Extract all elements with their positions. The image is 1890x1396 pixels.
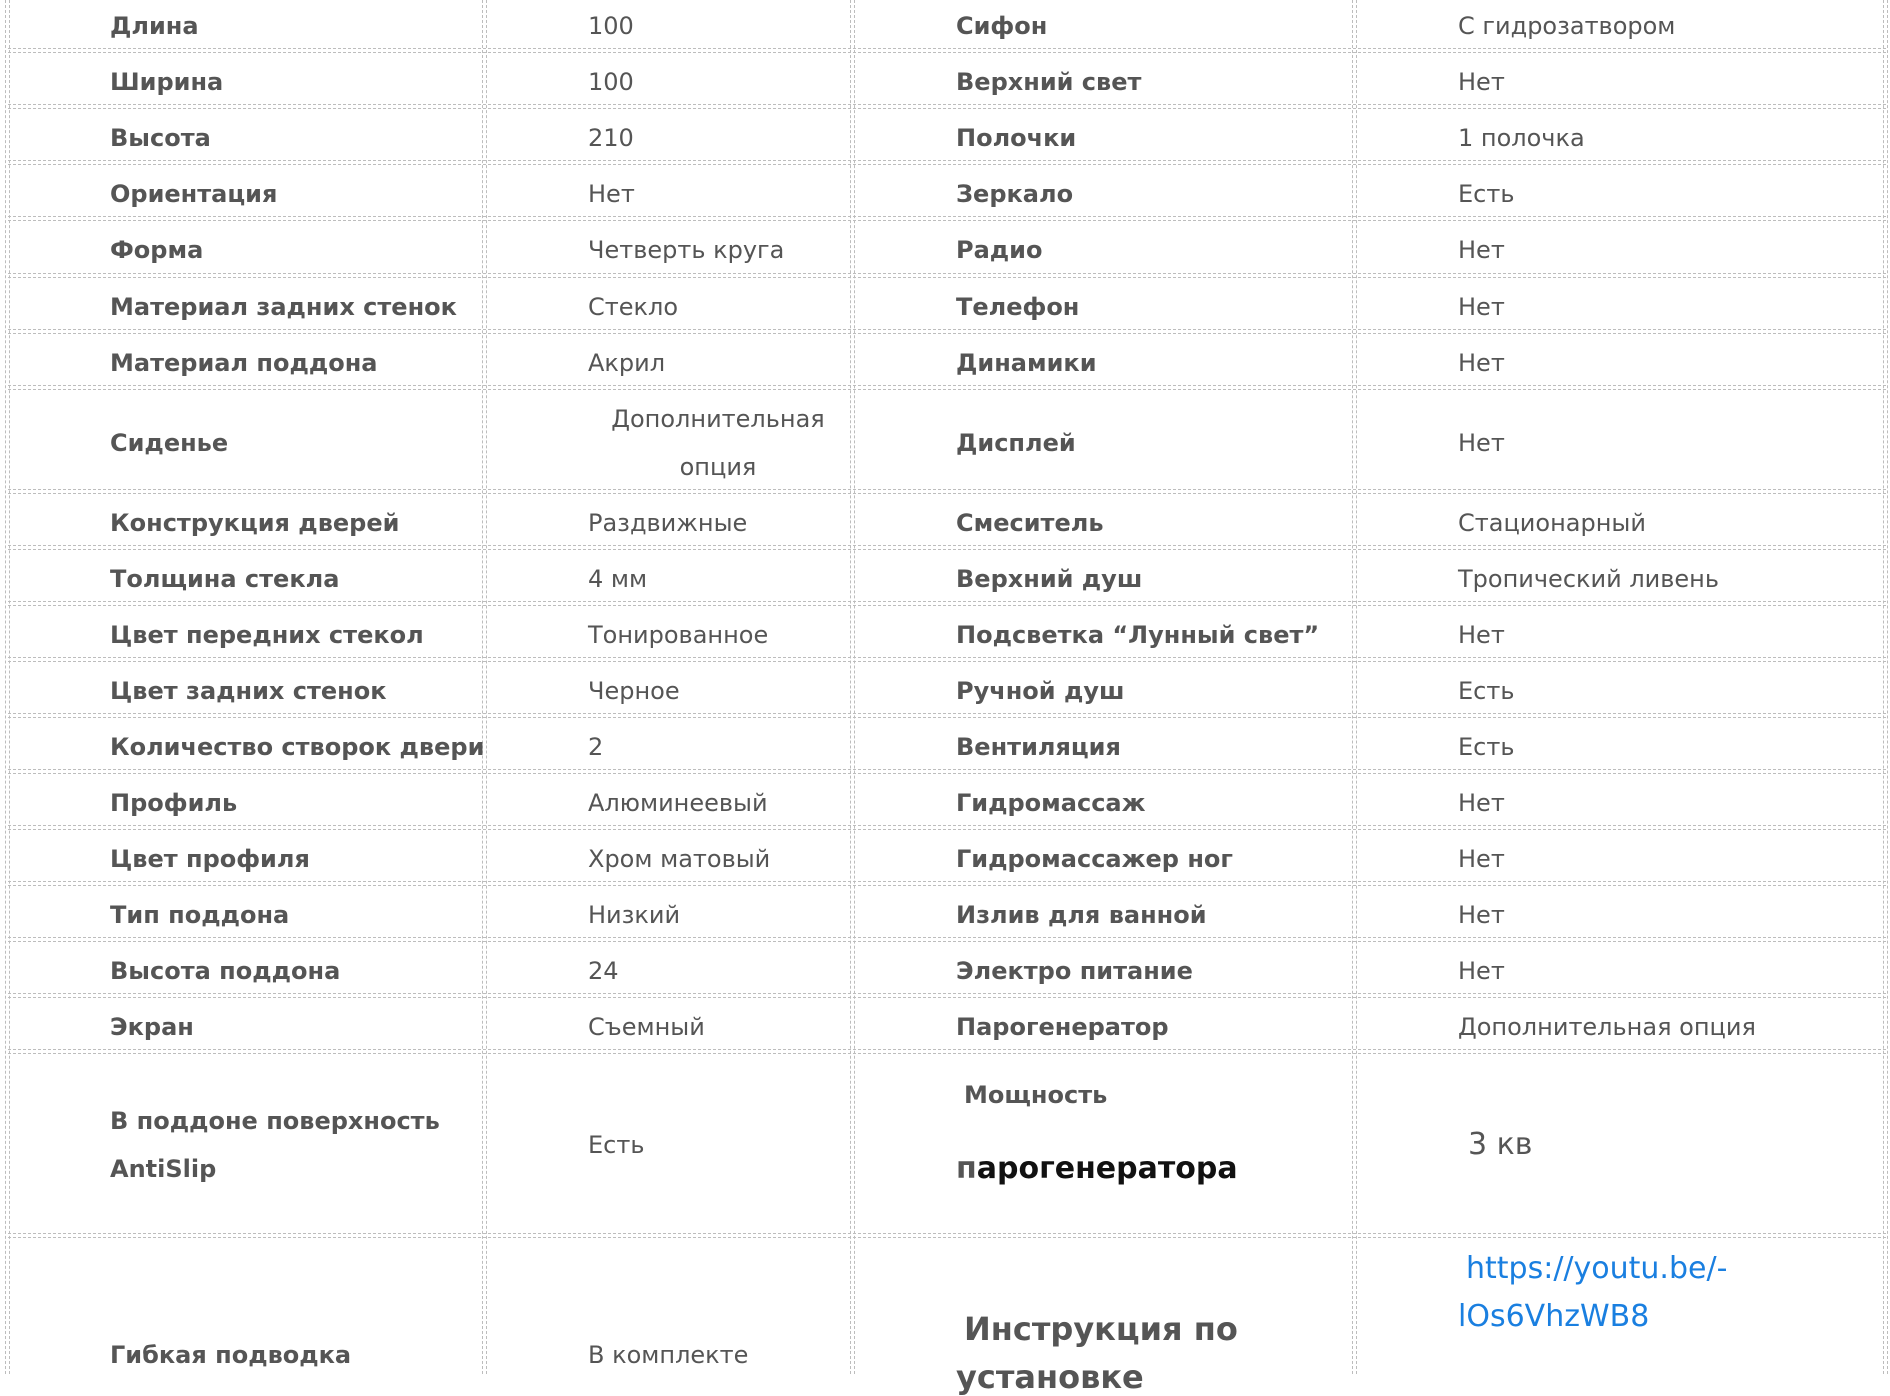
spec-value: Есть xyxy=(588,1131,645,1159)
spec-value: Хром матовый xyxy=(588,845,771,873)
table-row xyxy=(0,0,1890,52)
spec-label-fragment: арогенератора xyxy=(976,1151,1238,1186)
spec-value: 3 кв xyxy=(1468,1127,1533,1162)
spec-value: Нет xyxy=(588,180,635,208)
spec-value-line: Дополнительная xyxy=(611,405,825,433)
spec-value: Стационарный xyxy=(1458,509,1646,537)
spec-label: Подсветка “Лунный свет” xyxy=(956,621,1320,649)
row-divider xyxy=(8,1233,1886,1238)
table-row xyxy=(0,777,1890,829)
spec-value: 100 xyxy=(588,12,634,40)
spec-value: Нет xyxy=(1458,429,1505,457)
spec-value: В комплекте xyxy=(588,1341,749,1369)
spec-value: 100 xyxy=(588,68,634,96)
spec-value: Нет xyxy=(1458,957,1505,985)
spec-value: Есть xyxy=(1458,180,1515,208)
spec-value: Нет xyxy=(1458,293,1505,321)
spec-value: Акрил xyxy=(588,349,666,377)
spec-label: Зеркало xyxy=(956,180,1074,208)
spec-label: Динамики xyxy=(956,349,1097,377)
spec-label: Гидромассаж xyxy=(956,789,1146,817)
table-row xyxy=(0,1001,1890,1053)
spec-label: Вентиляция xyxy=(956,733,1121,761)
spec-label: Материал задних стенок xyxy=(110,293,457,321)
spec-value: Стекло xyxy=(588,293,679,321)
spec-label: Длина xyxy=(110,12,199,40)
spec-label: Верхний душ xyxy=(956,565,1143,593)
spec-value: Раздвижные xyxy=(588,509,748,537)
table-row xyxy=(0,112,1890,164)
spec-label: Радио xyxy=(956,236,1043,264)
table-row xyxy=(0,609,1890,661)
spec-label: Высота поддона xyxy=(110,957,341,985)
spec-label: Конструкция дверей xyxy=(110,509,400,537)
spec-label-line xyxy=(956,1151,1238,1186)
spec-label: Экран xyxy=(110,1013,194,1041)
table-row xyxy=(0,1241,1890,1396)
spec-value: Алюминеевый xyxy=(588,789,768,817)
spec-value-line: опция xyxy=(679,453,757,481)
table-row xyxy=(0,393,1890,493)
youtube-link[interactable]: https://youtu.be/- xyxy=(1466,1251,1728,1286)
spec-label-line: Мощность xyxy=(964,1081,1108,1109)
spec-label: Тип поддона xyxy=(110,901,290,929)
spec-label: Материал поддона xyxy=(110,349,378,377)
spec-label: Излив для ванной xyxy=(956,901,1207,929)
spec-label: Форма xyxy=(110,236,204,264)
spec-value: Тропический ливень xyxy=(1458,565,1720,593)
spec-label: Цвет передних стекол xyxy=(110,621,424,649)
spec-label: Гидромассажер ног xyxy=(956,845,1233,873)
spec-label-line: AntiSlip xyxy=(110,1155,217,1183)
spec-value: Нет xyxy=(1458,621,1505,649)
table-row xyxy=(0,56,1890,108)
spec-label: Толщина стекла xyxy=(110,565,340,593)
spec-value: Нет xyxy=(1458,349,1505,377)
table-row xyxy=(0,721,1890,773)
spec-label: Смеситель xyxy=(956,509,1104,537)
table-row xyxy=(0,1057,1890,1233)
spec-label: Цвет профиля xyxy=(110,845,310,873)
spec-label xyxy=(110,1057,440,1233)
spec-value: 210 xyxy=(588,124,634,152)
spec-label: Сиденье xyxy=(110,429,229,457)
spec-value: Нет xyxy=(1458,236,1505,264)
spec-value: Нет xyxy=(1458,845,1505,873)
table-row xyxy=(0,168,1890,220)
spec-label: Полочки xyxy=(956,124,1077,152)
spec-label: Цвет задних стенок xyxy=(110,677,387,705)
table-row xyxy=(0,553,1890,605)
spec-value xyxy=(588,393,848,493)
spec-value: Есть xyxy=(1458,677,1515,705)
spec-label: Парогенератор xyxy=(956,1013,1169,1041)
spec-label: Ручной душ xyxy=(956,677,1125,705)
spec-label: Гибкая подводка xyxy=(110,1341,352,1369)
spec-label-fragment: п xyxy=(956,1151,977,1186)
spec-label: Высота xyxy=(110,124,211,152)
spec-label: Верхний свет xyxy=(956,68,1142,96)
table-row xyxy=(0,945,1890,997)
spec-value: Дополнительная опция xyxy=(1458,1013,1756,1041)
spec-value: Нет xyxy=(1458,901,1505,929)
spec-value: С гидрозатвором xyxy=(1458,12,1676,40)
spec-value: Низкий xyxy=(588,901,681,929)
table-row xyxy=(0,337,1890,389)
spec-label: Сифон xyxy=(956,12,1048,40)
spec-value: Черное xyxy=(588,677,680,705)
spec-value: Нет xyxy=(1458,68,1505,96)
table-row xyxy=(0,889,1890,941)
spec-value: Есть xyxy=(1458,733,1515,761)
spec-label-line: Инструкция по xyxy=(964,1310,1238,1348)
spec-value: 1 полочка xyxy=(1458,124,1585,152)
spec-label: Телефон xyxy=(956,293,1080,321)
spec-label: Ориентация xyxy=(110,180,278,208)
spec-value: Съемный xyxy=(588,1013,705,1041)
table-row xyxy=(0,833,1890,885)
table-row xyxy=(0,281,1890,333)
table-row xyxy=(0,497,1890,549)
spec-label: Электро питание xyxy=(956,957,1193,985)
spec-label: Профиль xyxy=(110,789,238,817)
spec-value: 4 мм xyxy=(588,565,648,593)
spec-value: Тонированное xyxy=(588,621,769,649)
spec-label: Количество створок двери xyxy=(110,733,485,761)
spec-label: Ширина xyxy=(110,68,224,96)
spec-value: Четверть круга xyxy=(588,236,785,264)
spec-value: 24 xyxy=(588,957,619,985)
spec-value: 2 xyxy=(588,733,604,761)
table-row xyxy=(0,224,1890,276)
spec-label: Дисплей xyxy=(956,429,1076,457)
spec-value: Нет xyxy=(1458,789,1505,817)
spec-label-line: В поддоне поверхность xyxy=(110,1107,440,1135)
table-row xyxy=(0,665,1890,717)
youtube-link-continued[interactable]: lOs6VhzWB8 xyxy=(1458,1299,1650,1334)
spec-label-line: установке xyxy=(956,1358,1144,1396)
